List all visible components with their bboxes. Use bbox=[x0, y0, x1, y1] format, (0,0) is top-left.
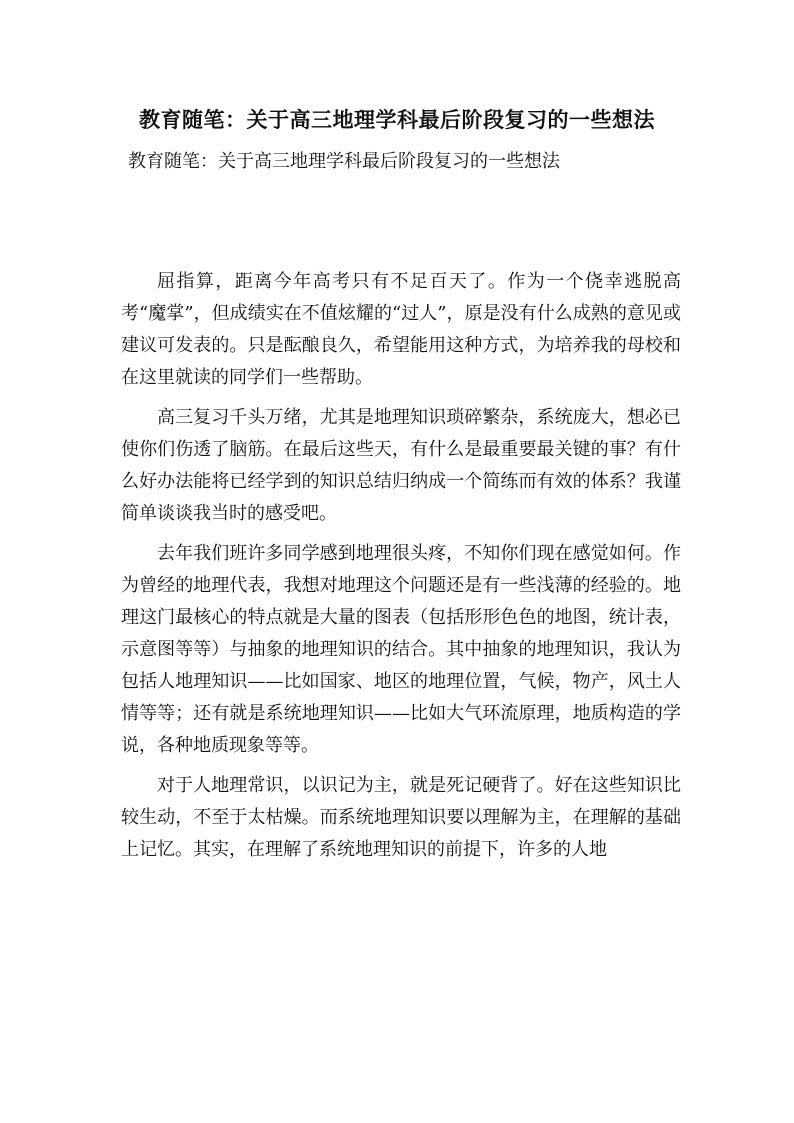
document-title: 教育随笔：关于高三地理学科最后阶段复习的一些想法 bbox=[139, 107, 655, 132]
document-body bbox=[121, 266, 681, 866]
paragraph: 对于人地理常识，以识记为主，就是死记硬背了。好在这些知识比较生动，不至于太枯燥。而系统地理知识要以理解为主，在理解的基础上记忆。其实，在理解了系统地理知识的前提下，许多的人地 bbox=[121, 775, 681, 860]
paragraph: 高三复习千头万绪，尤其是地理知识琐碎繁杂，系统庞大，想必已使你们伤透了脑筋。在最后这些天，有什么是最重要最关键的事？有什么好办法能将已经学到的知识总结归纳成一个简练而有效的体系？我谨简单谈谈我当时的感受吧。 bbox=[121, 407, 681, 524]
paragraph: 去年我们班许多同学感到地理很头疼，不知你们现在感觉如何。作为曾经的地理代表，我想对地理这个问题还是有一些浅薄的经验的。地理这门最核心的特点就是大量的图表（包括形形色色的地图，统计表，示意图等等）与抽象的地理知识的结合。其中抽象的地理知识，我认为包括人地理知识——比如国家、地区的地理位置，气候，物产，风土人情等等；还有就是系统地理知识——比如大气环流原理，地质构造的学说，各种地质现象等等。 bbox=[121, 543, 681, 756]
paragraph: 屈指算，距离今年高考只有不足百天了。作为一个侥幸逃脱高考“魔掌”，但成绩实在不值炫耀的“过人”，原是没有什么成熟的意见或建议可发表的。只是酝酿良久，希望能用这种方式，为培养我的母校和在这里就读的同学们一些帮助。 bbox=[121, 271, 681, 388]
document-subtitle: 教育随笔：关于高三地理学科最后阶段复习的一些想法 bbox=[128, 151, 560, 172]
